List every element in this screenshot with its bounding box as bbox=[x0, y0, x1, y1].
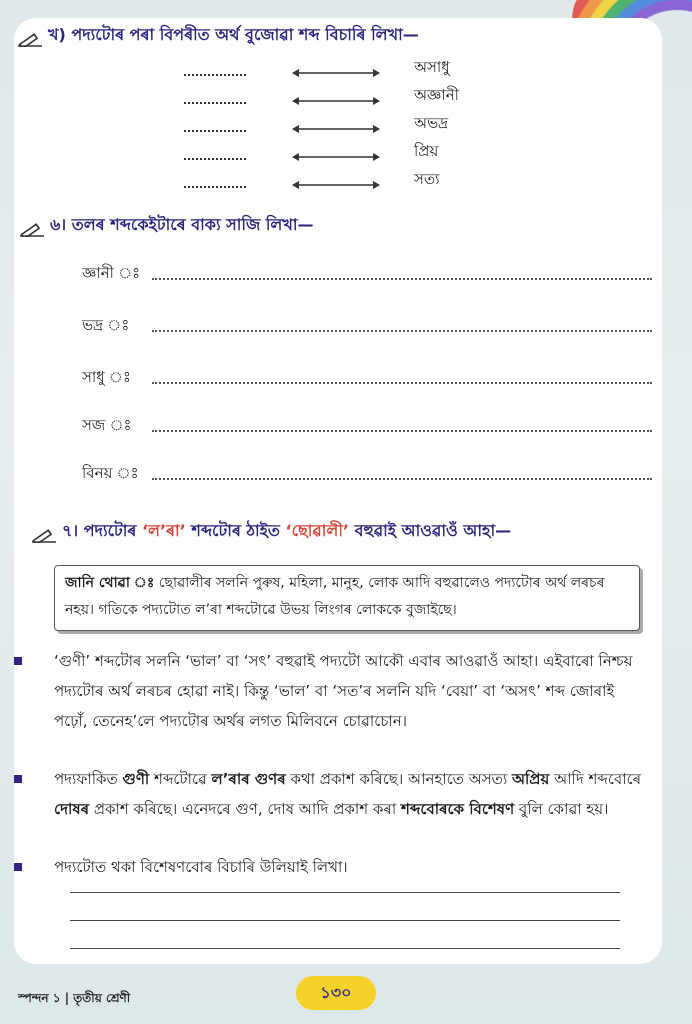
text-part: পদ্যফাকিত bbox=[54, 770, 123, 788]
bold-part: গুণী bbox=[122, 770, 150, 788]
double-arrow-icon bbox=[292, 96, 380, 106]
bold-part: অপ্ৰিয় bbox=[511, 770, 550, 788]
answer-line[interactable] bbox=[70, 892, 620, 893]
answer-dotted-line[interactable] bbox=[152, 478, 652, 480]
text-part: আদি শব্দবোৰে bbox=[549, 770, 642, 788]
antonym-row bbox=[184, 172, 484, 196]
answer-blank[interactable] bbox=[184, 176, 246, 188]
answer-line[interactable] bbox=[70, 920, 620, 921]
antonym-word: অসাধু bbox=[414, 58, 450, 76]
section-kha-heading bbox=[16, 22, 419, 49]
antonym-row bbox=[184, 60, 484, 84]
bold-part: শব্দবোৰকে বিশেষণ bbox=[400, 800, 515, 818]
section-kha-heading-text: খ) পদ্যটোৰ পৰা বিপৰীত অৰ্থ বুজোৱা শব্দ বিচাৰি লিখা— bbox=[48, 25, 419, 44]
pencil-icon bbox=[16, 25, 44, 47]
sentence-row bbox=[82, 366, 652, 390]
heading-part: ৭। পদ্যটোৰ bbox=[62, 521, 142, 540]
section-6-heading-text: ৬। তলৰ শব্দকেইটাৰে বাক্য সাজি লিখা— bbox=[50, 215, 314, 234]
text-part: কথা প্ৰকাশ কৰিছে। আনহাতে অসত্য bbox=[285, 770, 512, 788]
answer-dotted-line[interactable] bbox=[152, 430, 652, 432]
pencil-icon bbox=[18, 215, 46, 237]
sentence-word: সজ ঃ bbox=[82, 416, 132, 434]
sentence-row bbox=[82, 414, 652, 438]
highlight-word-girl: ‘ছোৱালী’ bbox=[285, 521, 350, 540]
bullet-square-icon bbox=[14, 657, 22, 665]
bullet-paragraph-2 bbox=[54, 764, 644, 824]
text-part: শব্দটোৱে bbox=[149, 770, 212, 788]
sentence-word: সাধু ঃ bbox=[82, 368, 131, 386]
antonym-row bbox=[184, 116, 484, 140]
text-part: বুলি কোৱা হয়। bbox=[514, 800, 609, 818]
bold-part: দোষৰ bbox=[54, 800, 90, 818]
antonym-word: অজ্ঞানী bbox=[414, 86, 459, 104]
section-7-heading bbox=[30, 518, 511, 545]
antonym-row bbox=[184, 144, 484, 168]
bullet-square-icon bbox=[14, 775, 22, 783]
heading-part: শব্দটোৰ ঠাইত bbox=[185, 521, 286, 540]
sentence-row bbox=[82, 314, 652, 338]
pencil-icon bbox=[30, 521, 58, 543]
bullet-paragraph-3 bbox=[54, 852, 644, 882]
antonym-word: প্ৰিয় bbox=[414, 142, 439, 160]
section-6-heading bbox=[18, 212, 313, 239]
heading-part: বহুৱাই আওৱাওঁ আহা— bbox=[349, 521, 512, 540]
sentence-word: বিনয় ঃ bbox=[82, 464, 139, 482]
antonym-word: সত্য bbox=[414, 170, 440, 188]
answer-dotted-line[interactable] bbox=[152, 382, 652, 384]
page-number: ১৩০ bbox=[296, 976, 376, 1010]
sentence-row bbox=[82, 462, 652, 486]
answer-blank[interactable] bbox=[184, 92, 246, 104]
sentence-row bbox=[82, 262, 652, 286]
info-body: ছোৱালীৰ সলনি পুৰুষ, মহিলা, মানুহ, লোক আদি বহুৱালেও পদ্যটোৰ অৰ্থ লৰচৰ নহয়। গতিকে পদ্যটোত ল’ৰা শব্দটোৱে উভয় লিংগৰ লোককে বুজাইছে। bbox=[65, 575, 605, 618]
antonym-row bbox=[184, 88, 484, 112]
highlight-word-boy: ‘ল’ৰা’ bbox=[141, 521, 186, 540]
sentence-word: জ্ঞানী ঃ bbox=[82, 264, 141, 282]
double-arrow-icon bbox=[292, 124, 380, 134]
bullet-text: পদ্যটোত থকা বিশেষণবোৰ বিচাৰি উলিয়াই লিখা। bbox=[54, 858, 348, 876]
info-text bbox=[65, 570, 629, 624]
double-arrow-icon bbox=[292, 68, 380, 78]
answer-dotted-line[interactable] bbox=[152, 330, 652, 332]
answer-blank[interactable] bbox=[184, 148, 246, 160]
info-label: জানি থোৱা ঃ bbox=[65, 575, 155, 591]
answer-dotted-line[interactable] bbox=[152, 278, 652, 280]
answer-blank[interactable] bbox=[184, 120, 246, 132]
bullet-paragraph-1 bbox=[54, 646, 644, 736]
answer-line[interactable] bbox=[70, 948, 620, 949]
sentence-word: ভদ্ৰ ঃ bbox=[82, 316, 130, 334]
antonym-word: অভদ্ৰ bbox=[414, 114, 449, 132]
answer-blank[interactable] bbox=[184, 64, 246, 76]
bullet-text: ‘গুণী’ শব্দটোৰ সলনি ‘ভাল’ বা ‘সৎ’ বহুৱাই পদ্যটো আকৌ এবাৰ আওৱাওঁ আহা। এইবাৰো নিশ্চয় পদ্যটোৰ অৰ্থ লৰচৰ হোৱা নাই। কিন্তু ‘ভাল’ বা ‘সত’ৰ সলনি যদি ‘বেয়া’ বা ‘অসৎ’ শব্দ জোৰাই পঢ়োঁ, তেনেহ’লে পদ্যটোৰ অৰ্থৰ লগত মিলিবনে চোৱাচোন। bbox=[54, 652, 633, 730]
info-box bbox=[54, 565, 640, 631]
book-footer-title: স্পন্দন ১ | তৃতীয় শ্ৰেণী bbox=[18, 991, 131, 1005]
double-arrow-icon bbox=[292, 152, 380, 162]
double-arrow-icon bbox=[292, 180, 380, 190]
bold-part: ল’ৰাৰ গুণৰ bbox=[211, 770, 286, 788]
bullet-square-icon bbox=[14, 863, 22, 871]
text-part: প্ৰকাশ কৰিছে। এনেদৰে গুণ, দোষ আদি প্ৰকাশ কৰা bbox=[89, 800, 401, 818]
